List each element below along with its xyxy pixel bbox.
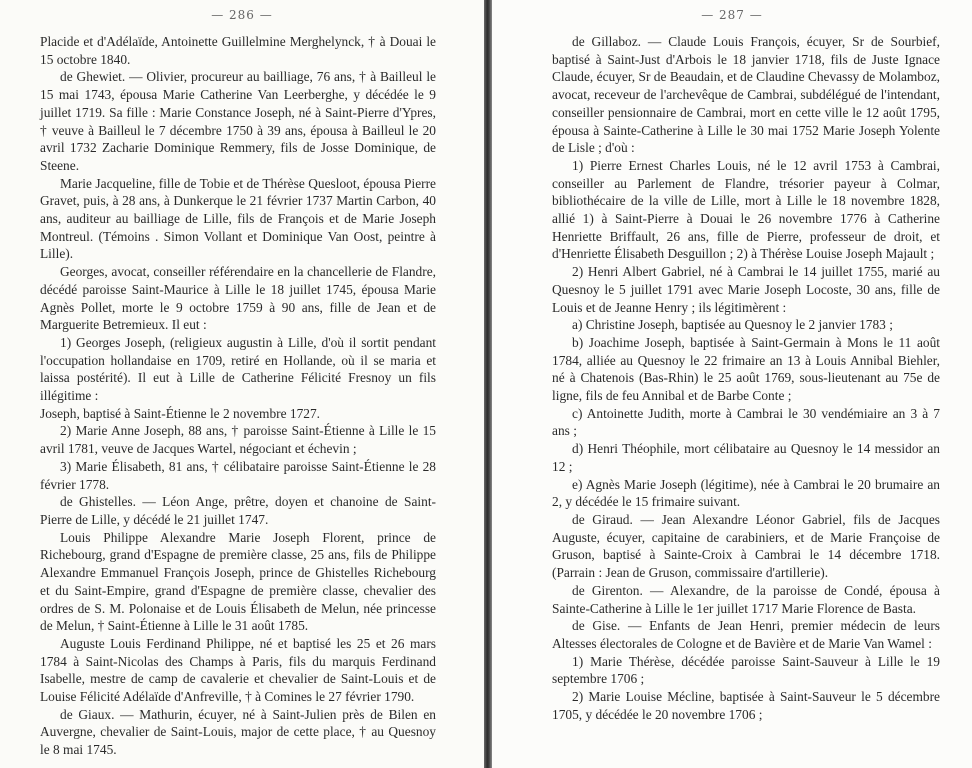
paragraph: Georges, avocat, conseiller référendaire en la chancellerie de Flandre, décédé paroisse Saint-Maurice à Lille le 18 juillet 1745, épousa Marie Agnès Pollet, morte le 9 octobre 1759 à 90 ans, fille de Jean et de Marguerite Betremieux. Il eut : [40,264,436,333]
paragraph: de Gillaboz. — Claude Louis François, écuyer, Sr de Sourbief, baptisé à Saint-Just d'Arbois le 18 janvier 1718, fils de Juste Ignace Claude, écuyer, Sr de Beaudain, et de Claudine Chevassy de Molamboz, avocat, receveur de l'archevêque de Cambrai, subdélégué de l'intendant, conseiller pensionnaire de Cambrai, mort en cette ville le 12 août 1795, épousa à Sainte-Catherine à Lille le 30 mai 1752 Marie Joseph Yolente de Lisle ; d'où : [552,34,940,156]
paragraph: b) Joachime Joseph, baptisée à Saint-Germain à Mons le 11 août 1784, alliée au Quesnoy le 22 frimaire an 13 à Louis Annibal Biehler, né à Chatenois (Bas-Rhin) le 25 août 1769, sous-lieutenant au 75e de ligne, fils de feu Annibal et de Barbe Conte ; [552,334,940,404]
paragraph: 1) Georges Joseph, (religieux augustin à Lille, d'où il sortit pendant l'occupation hollandaise en 1709, retiré en Hollande, où il se maria et laissa postérité). Il eut à Lille de Catherine Félicité Fresnoy un fils illégitime : [40,334,436,404]
paragraph: 2) Marie Louise Mécline, baptisée à Saint-Sauveur le 5 décembre 1705, y décédée le 20 novembre 1706 ; [552,689,940,722]
paragraph: 1) Marie Thérèse, décédée paroisse Saint-Sauveur à Lille le 19 septembre 1706 ; [552,653,940,687]
paragraph: Joseph, baptisé à Saint-Étienne le 2 novembre 1727. [40,405,321,421]
paragraph: 2) Henri Albert Gabriel, né à Cambrai le 14 juillet 1755, marié au Quesnoy le 5 juillet 1791 avec Marie Joseph Locoste, 30 ans, fille de Louis et de Jeanne Henry ; ils légitimèrent : [552,264,940,315]
paragraph: de Ghistelles. — Léon Ange, prêtre, doyen et chanoine de Saint-Pierre de Lille, y décédé le 21 juillet 1747. [40,494,436,527]
page-text [552,33,940,723]
paragraph: 2) Marie Anne Joseph, 88 ans, † paroisse Saint-Étienne à Lille le 15 avril 1781, veuve de Jacques Wartel, négociant et échevin ; [40,423,436,457]
paragraph: a) Christine Joseph, baptisée au Quesnoy le 2 janvier 1783 ; [572,317,893,333]
paragraph: Placide et d'Adélaïde, Antoinette Guillelmine Merghelynck, † à Douai le 15 octobre 1840. [40,34,436,67]
paragraph: Louis Philippe Alexandre Marie Joseph Florent, prince de Richebourg, grand d'Espagne de première classe, 25 ans, fils de Philippe Alexandre Emmanuel François Joseph, prince de Ghistelles Richebourg et du Saint-Empire, grand d'Espagne de première classe, chevalier des ordres de S. M. Polonaise et de Louis Élisabeth de Melun, née princesse de Melun, † Saint-Étienne à Lille le 31 août 1785. [40,529,436,634]
left-page [0,0,484,768]
paragraph: de Ghewiet. — Olivier, procureur au bailliage, 76 ans, † à Bailleul le 15 mai 1743, épousa Marie Catherine Van Leerberghe, y décédée le 9 juillet 1719. Sa fille : Marie Constance Joseph, né à Saint-Pierre d'Ypres, † veuve à Bailleul le 7 décembre 1750 à 39 ans, épousa à Bailleul le 20 avril 1732 Zacharie Dominique Remmery, fils de Josse Dominique, de Steene. [40,69,436,173]
right-page [492,0,972,768]
paragraph: d) Henri Théophile, mort célibataire au Quesnoy le 14 messidor an 12 ; [552,441,940,474]
paragraph: Marie Jacqueline, fille de Tobie et de Thérèse Quesloot, épousa Pierre Gravet, puis, à 28 ans, à Dunkerque le 21 février 1737 Martin Carbon, 40 ans, auditeur au bailliage de Lille, fils de François et de Marie Joseph Montreul. (Témoins . Simon Vollant et Dominique Van Oost, peintre à Lille). [40,175,436,262]
paragraph: de Giraud. — Jean Alexandre Léonor Gabriel, fils de Jacques Auguste, écuyer, capitaine de carabiniers, et de Marie Françoise de Gruson, baptisé à Sainte-Croix à Cambrai le 14 décembre 1718. (Parrain : Jean de Gruson, commissaire d'artillerie). [552,511,940,581]
paragraph: de Gise. — Enfants de Jean Henri, premier médecin de leurs Altesses électorales de Cologne et de Bavière et de Marie Van Wamel : [552,618,940,651]
paragraph: de Girenton. — Alexandre, de la paroisse de Condé, épousa à Sainte-Catherine à Lille le 1er juillet 1717 Marie Florence de Basta. [552,582,940,616]
paragraph: 1) Pierre Ernest Charles Louis, né le 12 avril 1753 à Cambrai, conseiller au Parlement de Flandre, trésorier payeur à Colmar, bibliothécaire de la ville de Lille, mort à Lille le 18 novembre 1828, allié 1) à Saint-Pierre à Douai le 26 novembre 1776 à Catherine Henriette Briffault, 26 ans, fille de Pierre, professeur de droit, et d'Henriette Élisabeth Desguillon ; 2) à Thérèse Louise Joseph Majault ; [552,157,940,262]
page-number: — 287 — [701,8,763,22]
paragraph: e) Agnès Marie Joseph (légitime), née à Cambrai le 20 brumaire an 2, y décédée le 15 frimaire suivant. [552,476,940,510]
paragraph: 3) Marie Élisabeth, 81 ans, † célibataire paroisse Saint-Étienne le 28 février 1778. [40,458,436,492]
page-number: — 286 — [211,8,273,22]
book-gutter [484,0,492,768]
paragraph: Auguste Louis Ferdinand Philippe, né et baptisé les 25 et 26 mars 1784 à Saint-Nicolas des Champs à Paris, fils du marquis Ferdinand Isabelle, mestre de camp de cavalerie et chevalier de Saint-Louis et de Louise Félicité Adélaïde d'Anfreville, † à Comines le 27 février 1790. [40,635,436,705]
page-text [40,33,436,759]
paragraph: de Giaux. — Mathurin, écuyer, né à Saint-Julien près de Bilen en Auvergne, chevalier de Saint-Louis, major de cette place, † au Quesnoy le 8 mai 1745. [40,706,436,758]
paragraph: c) Antoinette Judith, morte à Cambrai le 30 vendémiaire an 3 à 7 ans ; [552,405,940,439]
